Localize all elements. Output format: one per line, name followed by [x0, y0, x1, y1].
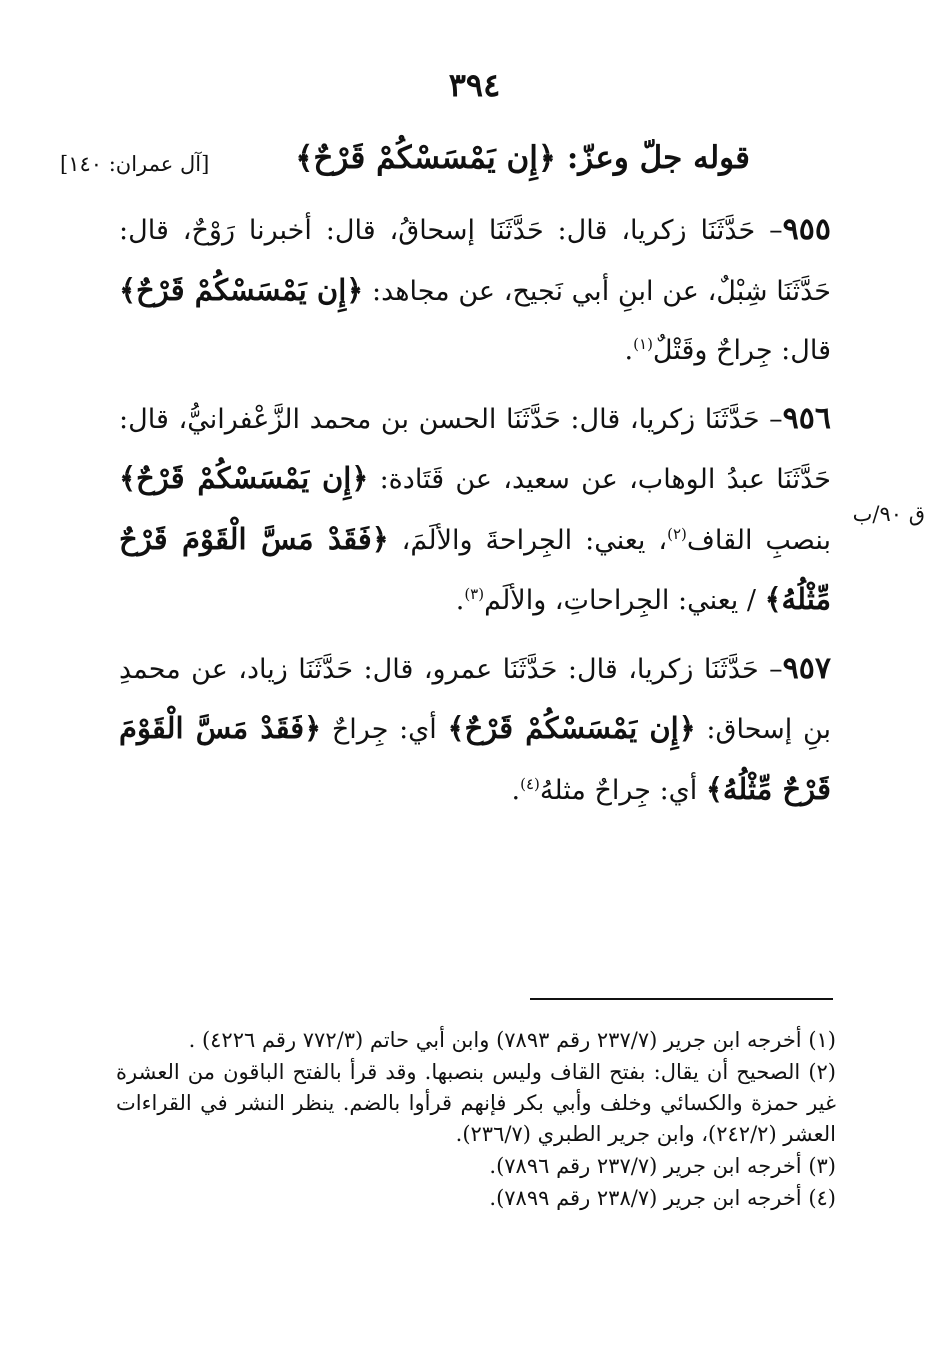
hadith-text-end: . — [624, 335, 634, 366]
footnote-2 — [116, 1057, 836, 1150]
footnote-number: (٣) — [808, 1154, 836, 1178]
footnote-ref: (٣) — [464, 585, 485, 603]
hadith-text: ، يعني: الجِراحةَ والألَمَ، — [388, 524, 668, 556]
quran-quote: ﴿إِن يَمْسَسْكُمْ قَرْحٌ﴾ — [119, 461, 369, 495]
footnote-3 — [116, 1151, 836, 1182]
hadith-956 — [119, 389, 831, 631]
hadith-number: ٩٥٥ — [782, 212, 831, 247]
footnote-number: (٢) — [808, 1060, 836, 1084]
footnote-text: الصحيح أن يقال: بفتح القاف وليس بنصبها. وقد قرأ بالفتح الباقون من العشرة غير حمزة والكسائي وخلف وأبي بكر فإنهم قرأوا بالضم. ينظر النشر في القراءات العشر (٢٤٢/٢)، وابن جرير الطبري (٢٣٦/٧). — [116, 1060, 836, 1146]
hadith-957 — [119, 639, 831, 821]
footnote-text: أخرجه ابن جرير (٢٣٨/٧ رقم ٧٨٩٩). — [489, 1186, 809, 1210]
footnote-ref: (٢) — [667, 524, 687, 543]
footnotes — [116, 1025, 836, 1215]
hadith-text: – حَدَّثَنَا زكريا، قال: حَدَّثَنَا الحسن بن محمد الزَّعْفرانيُّ، قال: حَدَّثَنَا عبدُ الوهاب، عن سعيد، عن قَتَادة: — [119, 403, 831, 495]
hadith-text: – حَدَّثَنَا زكريا، قال: حَدَّثَنَا عمرو، قال: حَدَّثَنَا زياد، عن محمدِ بنِ إسحاق: — [119, 653, 832, 745]
quran-quote: ﴿فَقَدْ مَسَّ الْقَوْمَ قَرْحٌ مِّثْلُهُ﴾ — [119, 521, 831, 616]
footnote-number: (١) — [808, 1028, 836, 1052]
main-text — [119, 200, 831, 828]
hadith-number: ٩٥٦ — [782, 400, 831, 436]
manuscript-margin-note: ق ٩٠/ب — [852, 502, 925, 526]
footnote-text: أخرجه ابن جرير (٢٣٧/٧ رقم ٧٨٩٣) وابن أبي حاتم (٧٧٢/٣ رقم ٤٢٢٦) . — [188, 1028, 809, 1052]
heading-title: قوله جلّ وعزّ: ﴿إِن يَمْسَسْكُمْ قَرْحٌ﴾ — [295, 140, 750, 176]
footnote-1 — [116, 1025, 836, 1056]
quran-quote: ﴿إِن يَمْسَسْكُمْ قَرْحٌ﴾ — [119, 272, 364, 307]
footnote-text: أخرجه ابن جرير (٢٣٧/٧ رقم ٧٨٩٦). — [489, 1154, 809, 1178]
hadith-text: بنصبِ القاف — [686, 524, 831, 556]
footnote-ref: (١) — [633, 335, 653, 353]
hadith-text: أي: جِراحٌ مثلهُ — [539, 774, 706, 806]
quran-quote: ﴿إِن يَمْسَسْكُمْ قَرْحٌ﴾ — [447, 711, 696, 745]
footnote-ref: (٤) — [520, 774, 540, 793]
hadith-text: / يعني: الجِراحاتِ، والألَم — [484, 585, 765, 616]
footnote-4 — [116, 1183, 836, 1214]
hadith-text: – حَدَّثَنَا زكريا، قال: حَدَّثَنَا إسحاقُ، قال: أخبرنا رَوْحٌ، قال: حَدَّثَنَا شِبْلٌ، عن ابنِ أبي نَجيح، عن مجاهد: — [119, 215, 831, 307]
hadith-number: ٩٥٧ — [782, 650, 831, 686]
page-number: ٣٩٤ — [448, 66, 501, 104]
hadith-text: قال: جِراحٌ وقَتْلٌ — [652, 335, 831, 366]
heading-quran-reference: [آل عمران: ١٤٠] — [60, 152, 210, 176]
hadith-text-end: . — [511, 774, 521, 806]
quran-quote: ﴿فَقَدْ مَسَّ الْقَوْمَ قَرْحٌ مِّثْلُهُ﴾ — [119, 711, 831, 806]
hadith-text: أي: جِراحٌ — [321, 714, 448, 745]
hadith-text-end: . — [455, 585, 465, 616]
hadith-955 — [119, 200, 831, 381]
footnote-number: (٤) — [808, 1186, 836, 1210]
footnote-separator — [530, 998, 833, 1000]
section-heading — [60, 140, 750, 190]
